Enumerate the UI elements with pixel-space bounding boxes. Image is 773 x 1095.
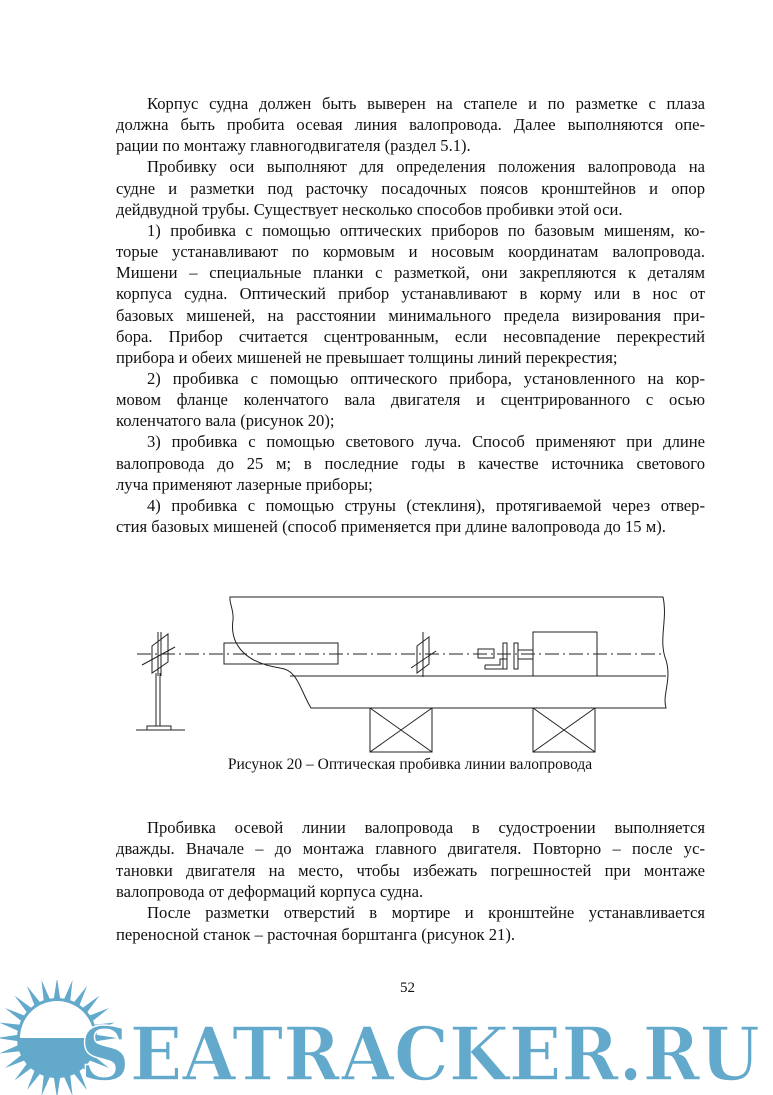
text-line: 4) пробивка с помощью струны (стеклиня), протягиваемой через отвер-: [147, 495, 705, 515]
stand-base: [147, 726, 171, 730]
text-line: 1) пробивка с помощью оптических приборов по базовым мишеням, ко-: [147, 220, 705, 240]
text-line: После разметки отверстий в мортире и кронштейне устанавливается: [147, 903, 705, 923]
text-line: бора. Прибор считается сцентрованным, если несовпадение перекрестий: [116, 326, 705, 346]
text-line: луча применяют лазерные приборы;: [116, 474, 373, 494]
seatracker-watermark: [0, 980, 773, 1095]
sun-ray: [54, 980, 61, 1000]
text-line: прибора и обеих мишеней не превышает толщины линий перекрестия;: [116, 347, 618, 367]
keel-block-1: [370, 708, 432, 752]
hull-outline: [230, 597, 668, 708]
text-line: Пробивку оси выполняют для определения положения валопровода на: [147, 157, 705, 177]
text-line: торые устанавливают по кормовым и носовым координатам валопровода.: [116, 242, 705, 262]
page-number: 52: [400, 980, 415, 996]
text-line: тановки двигателя на место, чтобы избежать погрешностей при монтаже: [116, 860, 705, 880]
figure-caption: Рисунок 20 – Оптическая пробивка линии валопровода: [227, 756, 593, 773]
text-line: базовых мишеней, на расстоянии минимального предела визирования при-: [116, 305, 705, 325]
text-line: 2) пробивка с помощью оптического прибора, установленного на кор-: [147, 368, 705, 388]
text-line: дважды. Вначале – до монтажа главного двигателя. Повторно – после ус-: [116, 839, 705, 859]
sun-ray: [0, 1035, 19, 1042]
keel-block-2: [533, 708, 595, 752]
text-line: 3) пробивка с помощью светового луча. Способ применяют при длине: [147, 432, 705, 452]
flange-2: [514, 643, 518, 669]
text-line: мовом фланце коленчатого вала двигателя и сцентрированного с осью: [116, 390, 705, 410]
text-line: Пробивка осевой линии валопровода в судостроении выполняется: [147, 818, 705, 837]
flange-1: [503, 643, 507, 669]
text-line: рации по монтажу главногодвигателя (раздел 5.1).: [116, 136, 471, 156]
text-line: судне и разметки под расточку посадочных поясов кронштейнов и опор: [116, 178, 705, 198]
text-line: Мишени – специальные планки с разметкой, они закрепляются к деталям: [116, 263, 705, 283]
text-line: должна быть пробита осевая линия валопровода. Далее выполняются опе-: [116, 115, 705, 135]
text-line: переносной станок – расточная борштанга (рисунок 21).: [116, 924, 516, 944]
coupling-bracket: [485, 659, 507, 669]
text-line: валопровода от деформаций корпуса судна.: [116, 881, 424, 901]
watermark-text: SEATRACKER.RU: [80, 1012, 760, 1095]
text-line: стия базовых мишеней (способ применяется при длине валопровода до 15 м).: [116, 517, 666, 536]
text-line: Корпус судна должен быть выверен на стапеле и по разметке с плаза: [147, 94, 705, 113]
sun-ray: [54, 1076, 61, 1095]
text-line: корпуса судна. Оптический прибор устанавливают в корму или в нос от: [116, 284, 705, 304]
text-line: коленчатого вала (рисунок 20);: [116, 411, 335, 431]
text-line: дейдвудной трубы. Существует несколько способов пробивки этой оси.: [116, 199, 623, 219]
text-line: валопровода до 25 м; в последние годы в качестве источника светового: [116, 453, 705, 473]
